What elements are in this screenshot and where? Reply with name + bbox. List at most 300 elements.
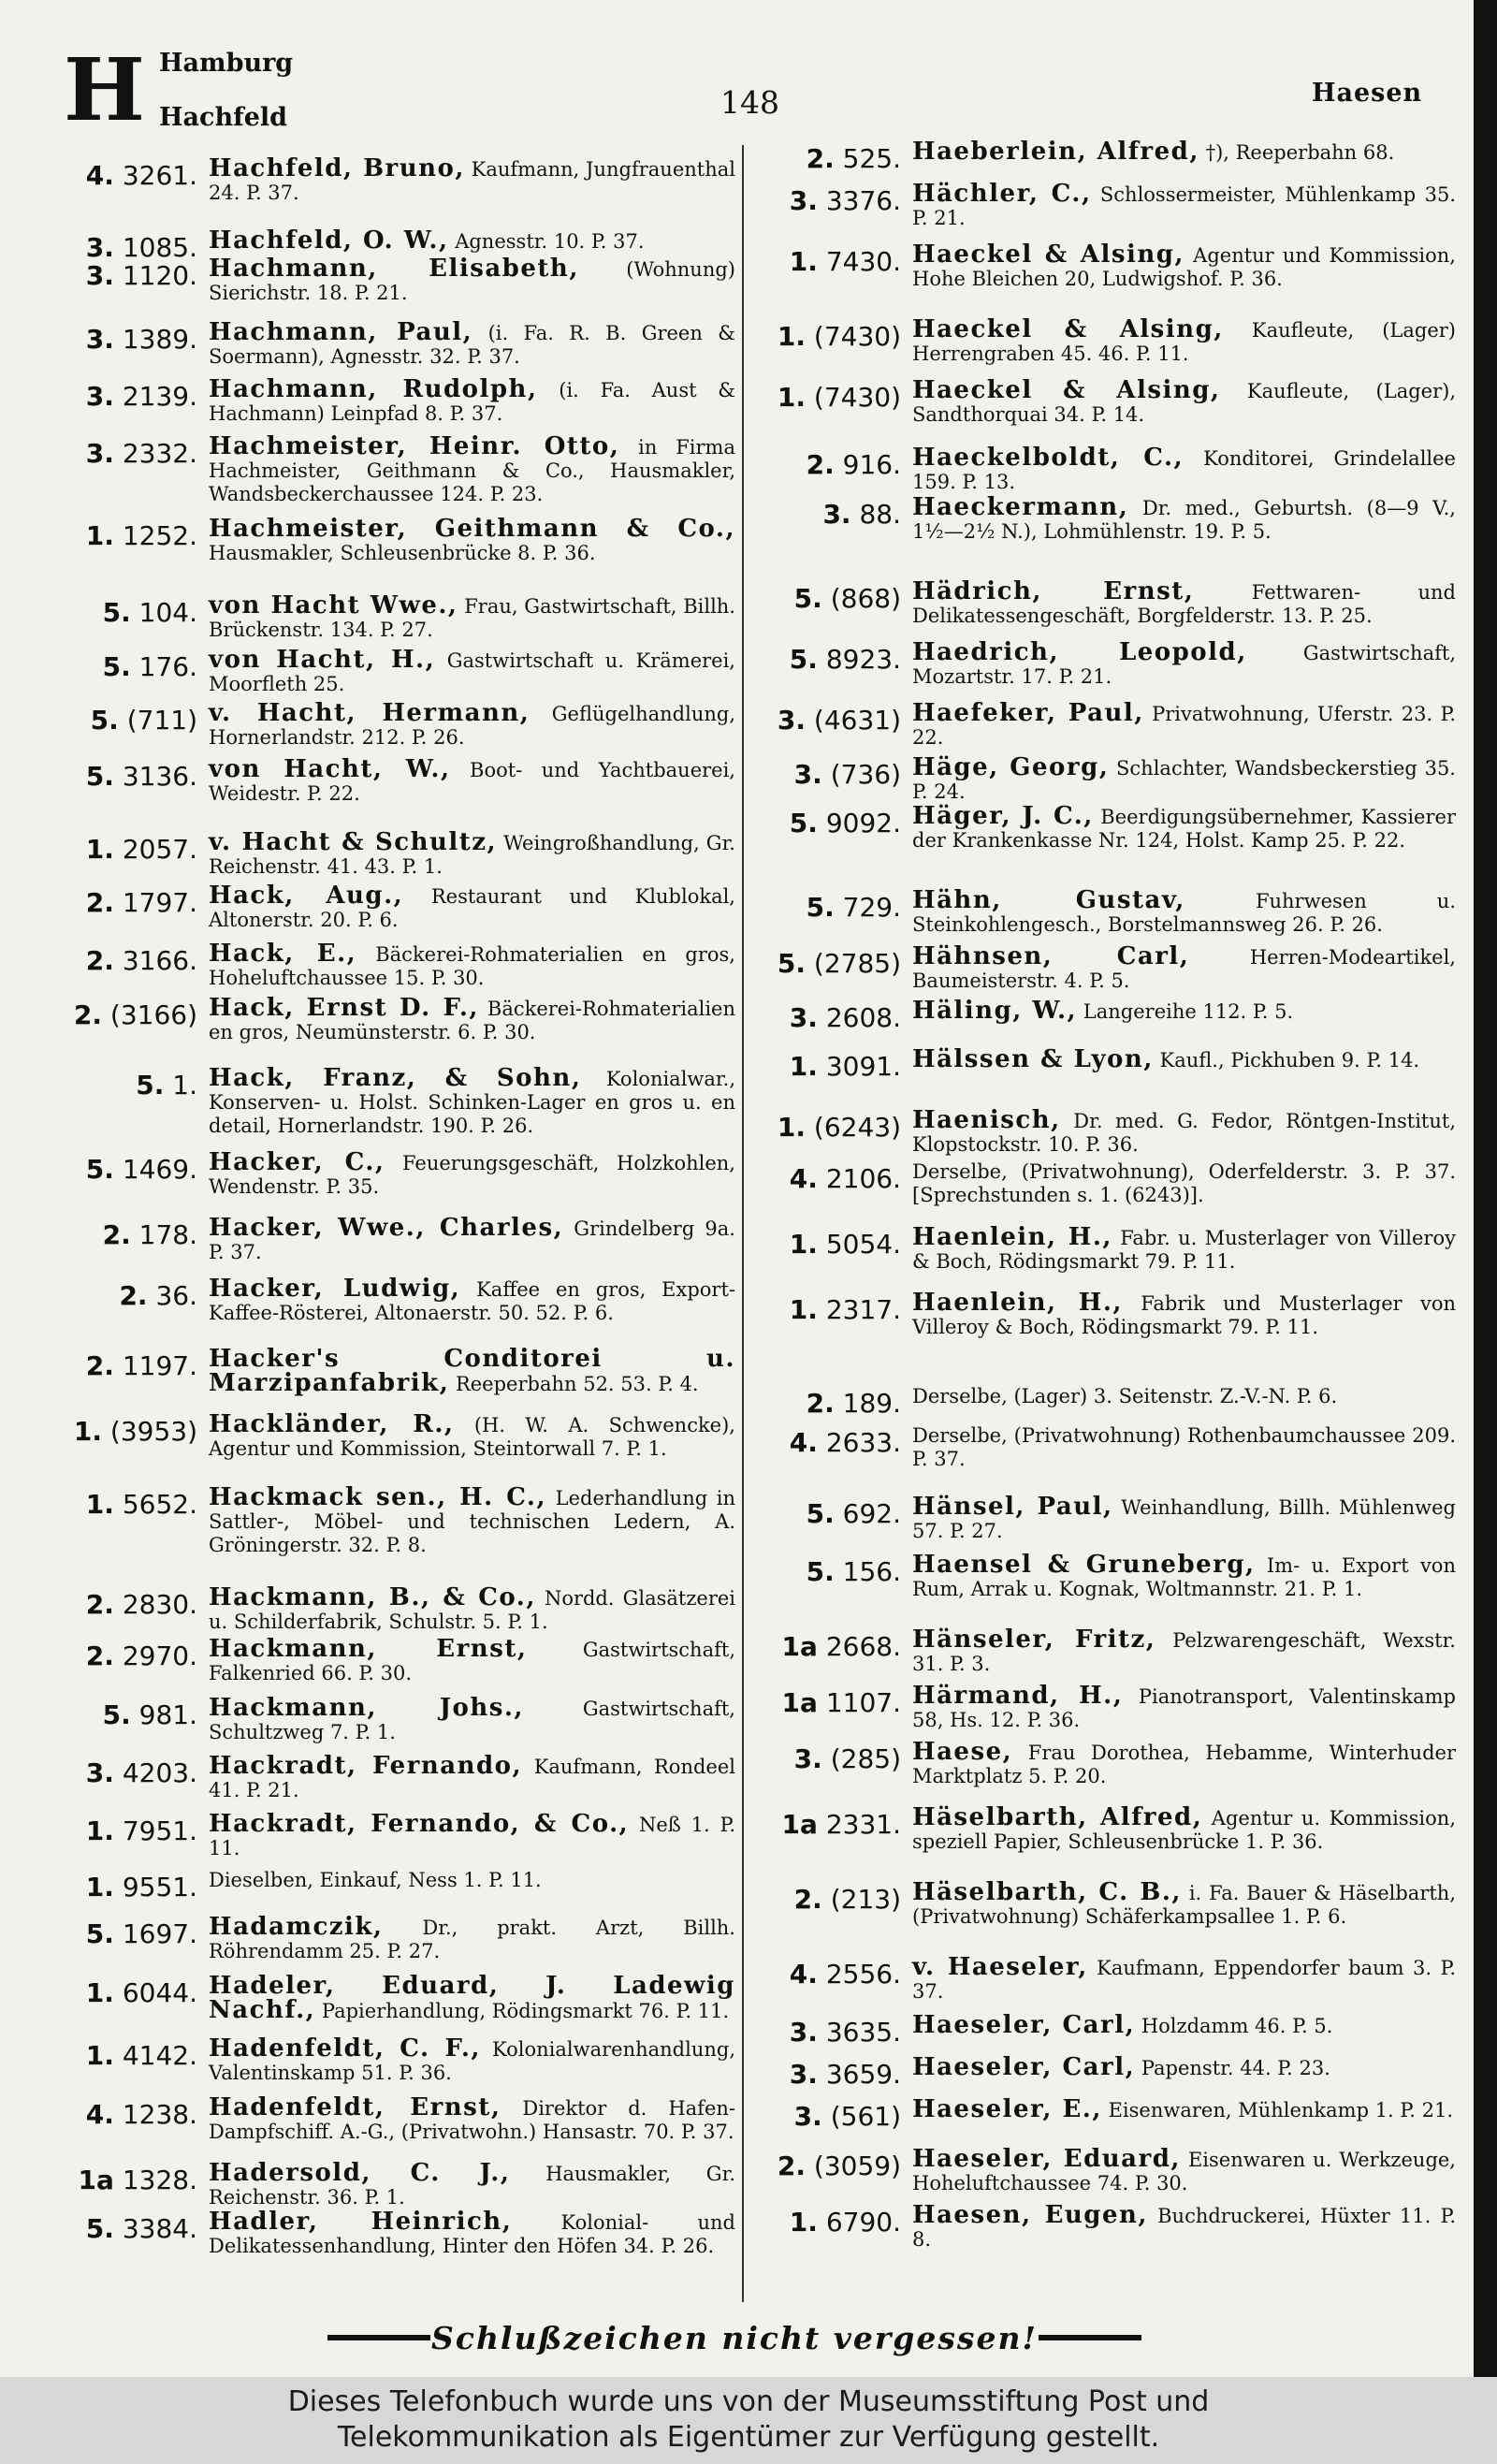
subscriber-name: Hacker, Ludwig, bbox=[209, 1275, 461, 1303]
entry-text bbox=[912, 493, 1456, 544]
entry-text bbox=[209, 318, 735, 369]
exchange-code: 1. bbox=[85, 1815, 114, 1846]
directory-entry bbox=[62, 375, 735, 426]
subscriber-name: Häselbarth, C. B., bbox=[912, 1878, 1182, 1906]
phone-number bbox=[62, 2210, 209, 2258]
entry-text bbox=[912, 802, 1456, 853]
subscriber-name: Haeseler, Carl, bbox=[912, 2011, 1136, 2039]
phone-number bbox=[765, 805, 912, 853]
entry-text bbox=[209, 1913, 735, 1963]
subscriber-details: (H. W. A. Schwencke), Agentur und Kommission, Steintorwall 7. P. 1. bbox=[209, 1414, 735, 1460]
exchange-code: 1. bbox=[789, 1051, 818, 1082]
phone-number bbox=[62, 702, 209, 750]
entry-text bbox=[912, 577, 1456, 628]
line-number: 2332. bbox=[122, 438, 197, 469]
entry-text bbox=[912, 1106, 1456, 1157]
left-rule bbox=[327, 2335, 430, 2340]
subscriber-name: Hähnsen, Carl, bbox=[912, 942, 1190, 970]
phone-number bbox=[765, 1424, 912, 1471]
subscriber-name: Hackradt, Fernando, bbox=[209, 1752, 523, 1780]
line-number: 981. bbox=[138, 1699, 197, 1730]
exchange-code: 5. bbox=[102, 597, 131, 628]
entry-text bbox=[912, 942, 1456, 993]
subscriber-name: Hächler, C., bbox=[912, 180, 1092, 208]
subscriber-details: †), Reeperbahn 68. bbox=[1205, 141, 1395, 164]
phone-number bbox=[765, 1385, 912, 1419]
line-number: 3384. bbox=[122, 2213, 197, 2244]
subscriber-details: Im- u. Export von Rum, Arrak u. Kognak, Woltmannstr. 21. P. 1. bbox=[912, 1554, 1456, 1600]
subscriber-name: v. Hacht & Schultz, bbox=[209, 828, 498, 856]
phone-number bbox=[765, 1495, 912, 1543]
subscriber-details: Kaufleute, (Lager) Herrengraben 45. 46. P. 11. bbox=[912, 319, 1457, 365]
phone-number bbox=[62, 884, 209, 932]
exchange-code: 2. bbox=[806, 1388, 835, 1419]
exchange-code: 1. bbox=[85, 1977, 114, 2008]
line-number: 189. bbox=[842, 1388, 901, 1419]
subscriber-name: Hachmann, Paul, bbox=[209, 318, 473, 346]
entry-text bbox=[209, 1277, 735, 1325]
subscriber-name: Haenlein, H., bbox=[912, 1289, 1123, 1317]
directory-entry bbox=[62, 1869, 735, 1903]
subscriber-details: Kaufmann, Rondeel 41. P. 21. bbox=[209, 1756, 735, 1801]
closing-note-line bbox=[327, 2319, 1141, 2356]
entry-text bbox=[209, 755, 735, 806]
exchange-code: 3. bbox=[777, 705, 806, 736]
entry-text bbox=[209, 942, 735, 990]
directory-entry bbox=[765, 1803, 1456, 1854]
subscriber-details: Pelzwarengeschäft, Wexstr. 31. P. 3. bbox=[912, 1629, 1456, 1675]
exchange-code: 5. bbox=[136, 1070, 165, 1101]
entry-text bbox=[209, 1583, 735, 1634]
directory-entry bbox=[765, 1553, 1456, 1601]
subscriber-details: Herren-Modeartikel, Baumeisterstr. 4. P. 5. bbox=[912, 946, 1456, 992]
phone-number bbox=[765, 1109, 912, 1157]
header-last-entry: Haesen bbox=[1312, 79, 1423, 108]
line-number: 36. bbox=[155, 1280, 197, 1311]
entry-text bbox=[209, 828, 735, 879]
line-number: 2057. bbox=[122, 834, 197, 865]
phone-number bbox=[62, 831, 209, 879]
exchange-code: 1. bbox=[85, 1872, 114, 1903]
line-number: 2556. bbox=[825, 1959, 901, 1990]
subscriber-details: Privatwohnung, Uferstr. 23. P. 22. bbox=[912, 703, 1456, 749]
subscriber-details: Hausmakler, Schleusenbrücke 8. P. 36. bbox=[209, 542, 596, 564]
line-number: 2317. bbox=[825, 1294, 901, 1325]
subscriber-details: Fabrik und Musterlager von Villeroy & Boch, Rödingsmarkt 79. P. 11. bbox=[912, 1292, 1456, 1338]
line-number: 1252. bbox=[122, 520, 197, 551]
line-number: 2830. bbox=[122, 1589, 197, 1620]
phone-number bbox=[62, 157, 209, 205]
line-number: 1797. bbox=[122, 887, 197, 918]
subscriber-name: Hackmann, Ernst, bbox=[209, 1635, 528, 1663]
phone-number bbox=[765, 243, 912, 291]
phone-number bbox=[765, 2098, 912, 2132]
footer-caption bbox=[0, 2377, 1497, 2464]
phone-number bbox=[62, 649, 209, 696]
subscriber-details: Grindelberg 9a. P. 37. bbox=[209, 1217, 735, 1263]
phone-number bbox=[765, 1741, 912, 1788]
line-number: 178. bbox=[138, 1219, 197, 1250]
subscriber-name: Härmand, H., bbox=[912, 1682, 1124, 1710]
subscriber-name: von Hacht, H., bbox=[209, 646, 436, 674]
exchange-code: 5. bbox=[90, 705, 119, 736]
line-number: 2970. bbox=[122, 1640, 197, 1671]
line-number: 525. bbox=[842, 143, 901, 174]
line-number: (868) bbox=[830, 583, 901, 614]
subscriber-name: Haenisch, bbox=[912, 1106, 1061, 1134]
exchange-code: 3. bbox=[793, 759, 822, 790]
directory-entry bbox=[62, 1214, 735, 1264]
subscriber-details: in Firma Hachmeister, Geithmann & Co., Hausmakler, Wandsbeckerchaussee 124. P. 23. bbox=[209, 436, 735, 505]
subscriber-name: Hachfeld, Bruno, bbox=[209, 154, 465, 182]
subscriber-details: Dieselben, Einkauf, Ness 1. P. 11. bbox=[209, 1869, 542, 1891]
exchange-code: 5. bbox=[85, 2213, 114, 2244]
phone-number bbox=[765, 999, 912, 1033]
line-number: (561) bbox=[830, 2101, 901, 2132]
subscriber-name: von Hacht Wwe., bbox=[209, 591, 458, 620]
exchange-code: 1. bbox=[777, 321, 806, 352]
directory-entry bbox=[765, 1106, 1456, 1157]
exchange-code: 3. bbox=[85, 381, 114, 412]
subscriber-details: Gastwirtschaft u. Krämerei, Moorfleth 25. bbox=[209, 649, 735, 695]
subscriber-name: Häger, J. C., bbox=[912, 802, 1094, 830]
entry-text bbox=[912, 1385, 1456, 1419]
subscriber-details: Weinhandlung, Billh. Mühlenweg 57. P. 27. bbox=[912, 1496, 1456, 1542]
subscriber-name: Hänsel, Paul, bbox=[912, 1493, 1113, 1521]
subscriber-name: v. Hacht, Hermann, bbox=[209, 699, 530, 727]
right-rule bbox=[1039, 2335, 1141, 2340]
entry-text bbox=[912, 1045, 1456, 1082]
phone-number bbox=[765, 2148, 912, 2195]
phone-number bbox=[62, 321, 209, 369]
phone-number bbox=[62, 1413, 209, 1461]
entry-text bbox=[912, 1495, 1456, 1543]
directory-entry bbox=[62, 1752, 735, 1802]
exchange-code: 3. bbox=[789, 1002, 818, 1033]
phone-number bbox=[62, 1586, 209, 1634]
line-number: 9551. bbox=[122, 1872, 197, 1903]
subscriber-name: Hähn, Gustav, bbox=[912, 886, 1185, 914]
phone-number bbox=[62, 1755, 209, 1802]
exchange-code: 1. bbox=[789, 246, 818, 277]
phone-number bbox=[62, 1486, 209, 1557]
subscriber-name: Haeseler, Carl, bbox=[912, 2053, 1136, 2081]
line-number: (4631) bbox=[813, 705, 901, 736]
phone-number bbox=[62, 378, 209, 426]
entry-text bbox=[912, 315, 1457, 366]
phone-number bbox=[765, 641, 912, 689]
directory-entry bbox=[765, 1878, 1456, 1929]
subscriber-name: Hänseler, Fritz, bbox=[912, 1626, 1156, 1654]
exchange-code: 1. bbox=[85, 2040, 114, 2071]
entry-text bbox=[912, 1424, 1456, 1471]
subscriber-name: Hacker's Conditorei u. Marzipanfabrik, bbox=[209, 1345, 735, 1397]
exchange-code: 2. bbox=[73, 999, 102, 1030]
directory-entry bbox=[62, 1148, 735, 1199]
subscriber-name: Hack, Franz, & Sohn, bbox=[209, 1064, 582, 1092]
line-number: 5054. bbox=[825, 1229, 901, 1260]
subscriber-details: Kaufmann, Eppendorfer baum 3. P. 37. bbox=[912, 1957, 1456, 2003]
exchange-code: 1. bbox=[85, 1489, 114, 1520]
phone-number bbox=[62, 435, 209, 506]
line-number: 1697. bbox=[122, 1918, 197, 1949]
entry-text bbox=[209, 432, 735, 506]
directory-entry bbox=[765, 1160, 1456, 1207]
entry-text bbox=[209, 994, 735, 1044]
line-number: (736) bbox=[830, 759, 901, 790]
subscriber-details: Pianotransport, Valentinskamp 58, Hs. 12. P. 36. bbox=[912, 1685, 1456, 1731]
directory-entry bbox=[62, 591, 735, 642]
directory-entry bbox=[62, 1277, 735, 1325]
header-city: Hamburg bbox=[159, 49, 294, 78]
subscriber-details: Agnesstr. 10. P. 37. bbox=[455, 230, 645, 253]
subscriber-details: Eisenwaren u. Werkzeuge, Hoheluftchaussee 74. P. 30. bbox=[912, 2149, 1456, 2194]
entry-text bbox=[209, 884, 735, 932]
directory-entry bbox=[765, 376, 1456, 427]
entry-text bbox=[912, 1291, 1456, 1339]
phone-number bbox=[765, 1291, 912, 1339]
subscriber-details: Hausmakler, Gr. Reichenstr. 36. P. 1. bbox=[209, 2163, 735, 2209]
exchange-code: 5. bbox=[85, 761, 114, 792]
directory-entry bbox=[62, 1694, 735, 1744]
line-number: 729. bbox=[842, 892, 901, 923]
subscriber-details: Langereihe 112. P. 5. bbox=[1083, 1000, 1294, 1023]
entry-text bbox=[912, 182, 1456, 230]
exchange-code: 5. bbox=[85, 1918, 114, 1949]
subscriber-details: Nordd. Glasätzerei u. Schilderfabrik, Schulstr. 5. P. 1. bbox=[209, 1587, 735, 1633]
line-number: 2608. bbox=[825, 1002, 901, 1033]
exchange-code: 2. bbox=[85, 1350, 114, 1381]
subscriber-name: Haenlein, H., bbox=[912, 1223, 1112, 1251]
entry-text bbox=[209, 515, 735, 565]
subscriber-details: Buchdruckerei, Hüxter 11. P. 8. bbox=[912, 2205, 1456, 2251]
entry-text bbox=[912, 1628, 1456, 1676]
subscriber-details: Bäckerei-Rohmaterialien en gros, Neumünsterstr. 6. P. 30. bbox=[209, 998, 735, 1043]
subscriber-name: Hädrich, Ernst, bbox=[912, 577, 1195, 605]
entry-text bbox=[209, 1214, 735, 1264]
line-number: 1238. bbox=[122, 2099, 197, 2130]
entry-text bbox=[912, 699, 1456, 750]
exchange-code: 3. bbox=[793, 2101, 822, 2132]
subscriber-details: Frau, Gastwirtschaft, Billh. Brückenstr. 134. P. 27. bbox=[209, 595, 735, 641]
phone-number bbox=[765, 1684, 912, 1732]
entry-text bbox=[912, 1738, 1456, 1788]
subscriber-details: (i. Fa. Aust & Hachmann) Leinpfad 8. P. 37. bbox=[209, 379, 735, 425]
entry-text bbox=[209, 1148, 735, 1199]
subscriber-details: Fettwaren- und Delikatessengeschäft, Borgfelderstr. 13. P. 25. bbox=[912, 581, 1456, 627]
exchange-code: 5. bbox=[102, 651, 131, 682]
directory-entry bbox=[62, 994, 735, 1044]
directory-entry bbox=[62, 884, 735, 932]
entry-text bbox=[912, 1160, 1456, 1207]
line-number: 3166. bbox=[122, 945, 197, 976]
exchange-code: 4. bbox=[85, 2099, 114, 2130]
subscriber-name: Haeckel & Alsing, bbox=[912, 315, 1224, 343]
exchange-code: 4. bbox=[85, 160, 114, 191]
directory-entry bbox=[765, 1684, 1456, 1732]
phone-number bbox=[62, 1151, 209, 1199]
entry-text bbox=[912, 638, 1456, 689]
exchange-code: 2. bbox=[806, 143, 835, 174]
phone-number bbox=[62, 942, 209, 990]
subscriber-details: (i. Fa. R. B. Green & Soermann), Agnesstr. 32. P. 37. bbox=[209, 322, 735, 368]
directory-entry bbox=[765, 243, 1456, 291]
line-number: 1107. bbox=[825, 1687, 901, 1718]
subscriber-name: Hacker, Wwe., Charles, bbox=[209, 1214, 564, 1242]
subscriber-name: Hadenfeldt, Ernst, bbox=[209, 2093, 501, 2121]
exchange-code: 5. bbox=[806, 892, 835, 923]
subscriber-name: Hadeler, Eduard, J. Ladewig Nachf., bbox=[209, 1972, 735, 2024]
subscriber-name: Haeckelboldt, C., bbox=[912, 444, 1185, 472]
exchange-code: 2. bbox=[793, 1884, 822, 1915]
entry-text bbox=[912, 243, 1456, 291]
exchange-code: 3. bbox=[789, 2059, 818, 2090]
subscriber-details: Kolonialwar., Konserven- u. Holst. Schinken-Lager en gros u. en detail, Hornerlandstr. 190. P. 26. bbox=[209, 1068, 735, 1137]
entry-text bbox=[912, 753, 1456, 804]
line-number: 1328. bbox=[122, 2165, 197, 2195]
exchange-code: 2. bbox=[806, 449, 835, 480]
exchange-code: 1a bbox=[781, 1631, 818, 1662]
line-number: 88. bbox=[859, 499, 901, 530]
phone-number bbox=[765, 889, 912, 937]
directory-entry bbox=[765, 140, 1456, 174]
directory-entry bbox=[765, 942, 1456, 993]
entry-text bbox=[912, 886, 1456, 937]
page-number: 148 bbox=[720, 84, 779, 121]
entry-text bbox=[209, 1064, 735, 1138]
phone-number bbox=[62, 997, 209, 1044]
exchange-code: 5. bbox=[777, 948, 806, 979]
directory-entry bbox=[62, 257, 735, 305]
subscriber-name: Haedrich, Leopold, bbox=[912, 638, 1247, 666]
line-number: (711) bbox=[126, 705, 197, 736]
entry-text bbox=[209, 2093, 735, 2144]
subscriber-details: Dr. med., Geburtsh. (8—9 V., 1½—2½ N.), Lohmühlenstr. 19. P. 5. bbox=[912, 497, 1456, 543]
subscriber-details: Beerdigungsübernehmer, Kassierer der Krankenkasse Nr. 124, Holst. Kamp 25. P. 22. bbox=[912, 806, 1456, 852]
phone-number bbox=[62, 2037, 209, 2085]
exchange-code: 1. bbox=[789, 2207, 818, 2238]
subscriber-details: Geflügelhandlung, Hornerlandstr. 212. P. 26. bbox=[209, 703, 735, 749]
exchange-code: 3. bbox=[789, 2017, 818, 2048]
exchange-code: 1. bbox=[777, 1112, 806, 1143]
line-number: 8923. bbox=[825, 644, 901, 675]
entry-text bbox=[912, 999, 1456, 1033]
subscriber-name: Hadenfeldt, C. F., bbox=[209, 2034, 481, 2063]
phone-number bbox=[62, 1067, 209, 1138]
directory-entry bbox=[765, 1385, 1456, 1419]
line-number: (7430) bbox=[813, 382, 901, 413]
subscriber-name: Haeckel & Alsing, bbox=[912, 241, 1185, 269]
subscriber-name: Haesen, Eugen, bbox=[912, 2201, 1148, 2229]
subscriber-details: Weingroßhandlung, Gr. Reichenstr. 41. 43. P. 1. bbox=[209, 832, 735, 878]
line-number: 5652. bbox=[122, 1489, 197, 1520]
line-number: 176. bbox=[138, 651, 197, 682]
subscriber-name: Hachmann, Rudolph, bbox=[209, 375, 538, 403]
phone-number bbox=[765, 1628, 912, 1676]
subscriber-name: Hälssen & Lyon, bbox=[912, 1045, 1154, 1073]
directory-entry bbox=[62, 2093, 735, 2144]
directory-entry bbox=[62, 828, 735, 879]
entry-text bbox=[912, 140, 1456, 174]
footer-line-1: Dieses Telefonbuch wurde uns von der Museumsstiftung Post und bbox=[287, 2385, 1210, 2418]
exchange-code: 2. bbox=[119, 1280, 148, 1311]
entry-text bbox=[912, 1553, 1456, 1601]
directory-entry bbox=[765, 2011, 1456, 2048]
line-number: 692. bbox=[842, 1498, 901, 1529]
subscriber-details: Gastwirtschaft, Mozartstr. 17. P. 21. bbox=[912, 642, 1456, 688]
subscriber-name: Häling, W., bbox=[912, 997, 1078, 1025]
phone-number bbox=[62, 1975, 209, 2023]
subscriber-details: Bäckerei-Rohmaterialien en gros, Hoheluftchaussee 15. P. 30. bbox=[209, 943, 735, 989]
entry-text bbox=[912, 376, 1456, 427]
directory-entry bbox=[765, 315, 1457, 366]
phone-number bbox=[765, 1048, 912, 1082]
subscriber-name: Hachfeld, O. W., bbox=[209, 226, 449, 255]
directory-entry bbox=[62, 1583, 735, 1634]
line-number: (213) bbox=[830, 1884, 901, 1915]
line-number: (2785) bbox=[813, 948, 901, 979]
exchange-code: 1a bbox=[78, 2165, 114, 2195]
line-number: 3091. bbox=[825, 1051, 901, 1082]
line-number: (3166) bbox=[109, 999, 197, 1030]
subscriber-name: Hadamczik, bbox=[209, 1913, 384, 1941]
subscriber-name: Hack, Ernst D. F., bbox=[209, 994, 479, 1022]
phone-number bbox=[62, 1916, 209, 1963]
directory-entry bbox=[62, 1064, 735, 1138]
subscriber-name: Hackmack sen., H. C., bbox=[209, 1483, 547, 1511]
exchange-code: 2. bbox=[777, 2151, 806, 2181]
phone-number bbox=[62, 2096, 209, 2144]
subscriber-name: Haensel & Gruneberg, bbox=[912, 1551, 1256, 1579]
exchange-code: 3. bbox=[85, 438, 114, 469]
entry-text bbox=[209, 375, 735, 426]
exchange-code: 5. bbox=[806, 1498, 835, 1529]
directory-entry bbox=[62, 1410, 735, 1461]
directory-entry bbox=[765, 2145, 1456, 2195]
directory-entry bbox=[765, 999, 1456, 1033]
entry-text bbox=[912, 2201, 1456, 2252]
line-number: (3059) bbox=[813, 2151, 901, 2181]
subscriber-details: Neß 1. P. 11. bbox=[209, 1814, 735, 1859]
footer-line-2: Telekommunikation als Eigentümer zur Verfügung gestellt. bbox=[337, 2421, 1160, 2454]
line-number: 1389. bbox=[122, 324, 197, 355]
directory-entry bbox=[765, 2053, 1456, 2090]
entry-text bbox=[912, 1953, 1456, 2004]
subscriber-name: Haeseler, Eduard, bbox=[912, 2145, 1181, 2173]
directory-entry bbox=[765, 753, 1456, 804]
section-letter: H bbox=[64, 39, 145, 140]
subscriber-name: Haeckel & Alsing, bbox=[912, 376, 1221, 404]
directory-entry bbox=[62, 942, 735, 990]
entry-text bbox=[912, 446, 1456, 494]
entry-text bbox=[209, 2159, 735, 2209]
directory-entry bbox=[62, 1972, 735, 2024]
subscriber-name: Hackradt, Fernando, & Co., bbox=[209, 1810, 630, 1838]
directory-entry bbox=[765, 1495, 1456, 1543]
phone-number bbox=[62, 1277, 209, 1325]
line-number: 6044. bbox=[122, 1977, 197, 2008]
subscriber-name: Hackmann, Johs., bbox=[209, 1694, 524, 1722]
directory-entry bbox=[765, 577, 1456, 628]
entry-text bbox=[209, 1345, 735, 1397]
entry-text bbox=[209, 154, 735, 205]
phone-number bbox=[62, 518, 209, 565]
entry-text bbox=[209, 2034, 735, 2085]
line-number: 2139. bbox=[122, 381, 197, 412]
directory-entry bbox=[62, 318, 735, 369]
directory-entry bbox=[765, 2201, 1456, 2252]
line-number: 1469. bbox=[122, 1154, 197, 1185]
